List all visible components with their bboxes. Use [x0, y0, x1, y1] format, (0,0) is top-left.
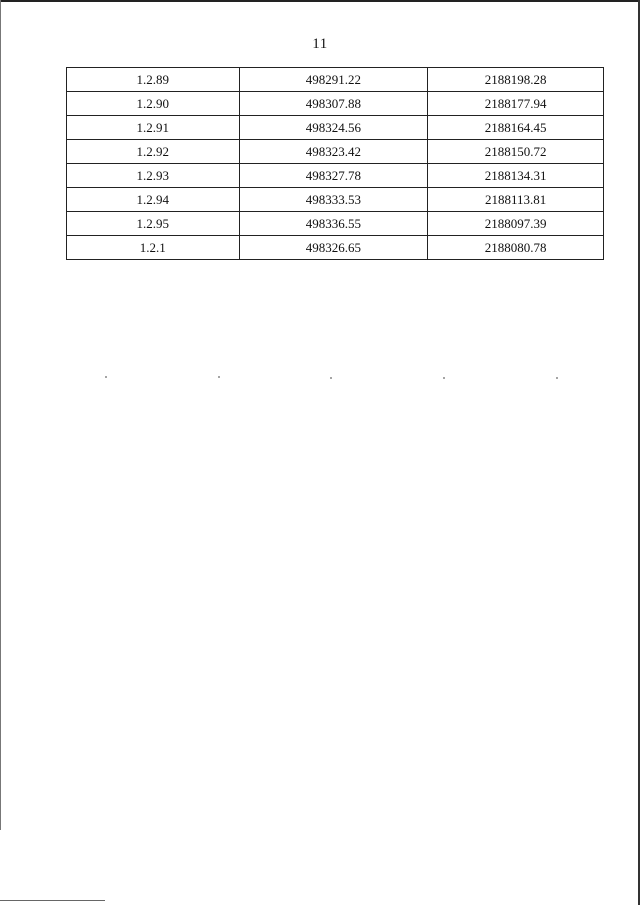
scan-speck — [443, 377, 445, 379]
table-row — [67, 140, 604, 164]
x-coordinate-cell: 498324.56 — [239, 116, 428, 140]
table-row — [67, 212, 604, 236]
point-id-cell: 1.2.90 — [67, 92, 240, 116]
y-coordinate-cell: 2188080.78 — [428, 236, 604, 260]
table-row — [67, 92, 604, 116]
point-id-cell: 1.2.89 — [67, 68, 240, 92]
x-coordinate-cell: 498333.53 — [239, 188, 428, 212]
point-id-cell: 1.2.91 — [67, 116, 240, 140]
y-coordinate-cell: 2188134.31 — [428, 164, 604, 188]
y-coordinate-cell: 2188097.39 — [428, 212, 604, 236]
table-row — [67, 164, 604, 188]
table-row — [67, 236, 604, 260]
point-id-cell: 1.2.95 — [67, 212, 240, 236]
y-coordinate-cell: 2188113.81 — [428, 188, 604, 212]
point-id-cell: 1.2.92 — [67, 140, 240, 164]
y-coordinate-cell: 2188198.28 — [428, 68, 604, 92]
x-coordinate-cell: 498323.42 — [239, 140, 428, 164]
point-id-cell: 1.2.94 — [67, 188, 240, 212]
point-id-cell: 1.2.1 — [67, 236, 240, 260]
scan-speck — [556, 377, 558, 379]
y-coordinate-cell: 2188164.45 — [428, 116, 604, 140]
scan-speck — [218, 376, 220, 378]
y-coordinate-cell: 2188177.94 — [428, 92, 604, 116]
x-coordinate-cell: 498291.22 — [239, 68, 428, 92]
coordinates-table-body — [67, 68, 604, 260]
scan-edge-top — [0, 0, 640, 2]
scan-speck — [330, 377, 332, 379]
scan-edge-left — [0, 0, 1, 830]
coordinates-table — [66, 67, 604, 260]
x-coordinate-cell: 498307.88 — [239, 92, 428, 116]
y-coordinate-cell: 2188150.72 — [428, 140, 604, 164]
page-number: 11 — [312, 36, 328, 52]
scan-edge-bottom-mark — [0, 900, 105, 901]
scan-speck — [105, 376, 107, 378]
table-row — [67, 188, 604, 212]
table-row — [67, 116, 604, 140]
x-coordinate-cell: 498326.65 — [239, 236, 428, 260]
x-coordinate-cell: 498327.78 — [239, 164, 428, 188]
table-row — [67, 68, 604, 92]
x-coordinate-cell: 498336.55 — [239, 212, 428, 236]
point-id-cell: 1.2.93 — [67, 164, 240, 188]
